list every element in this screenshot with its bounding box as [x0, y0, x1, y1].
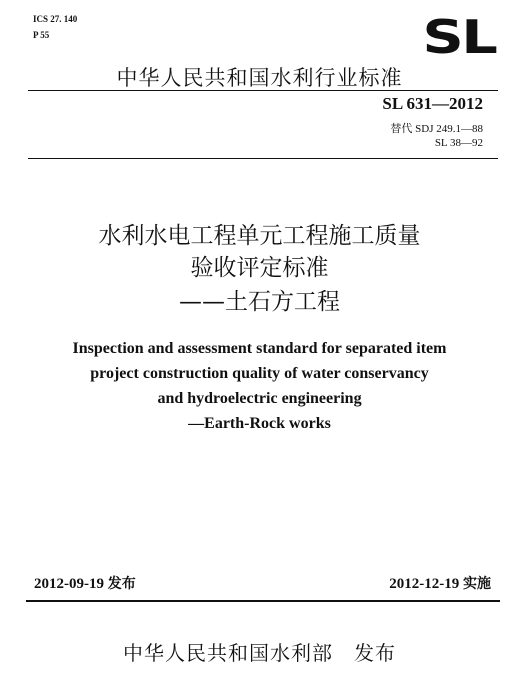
- standard-number: SL 631—2012: [382, 94, 483, 113]
- chinese-title-line-2: 验收评定标准: [190, 255, 329, 281]
- p-code: P 55: [33, 30, 50, 40]
- english-title-line-4: —Earth-Rock works: [188, 415, 331, 432]
- ics-code: ICS 27. 140: [33, 14, 78, 24]
- implement-date-value: 2012-12-19: [389, 576, 460, 592]
- chinese-title-line-3: ——土石方工程: [179, 289, 340, 315]
- implement-label: 实施: [463, 576, 491, 592]
- chinese-title-line-1: 水利水电工程单元工程施工质量: [98, 223, 421, 249]
- bottom-rule: [26, 600, 500, 602]
- implement-date: [389, 573, 491, 593]
- issue-date-value: 2012-09-19: [34, 576, 104, 592]
- sl-logo: SL: [421, 10, 495, 64]
- english-title-line-2: project construction quality of water conservancy: [90, 365, 429, 382]
- issuer: 中华人民共和国水利部 发布: [123, 641, 396, 665]
- header-rule: [28, 158, 498, 159]
- industry-title: 中华人民共和国水利行业标准: [116, 66, 403, 90]
- english-title-line-1: Inspection and assessment standard for separated item: [72, 340, 447, 357]
- issue-date: [34, 573, 136, 593]
- replaces-line-1: 替代 SDJ 249.1—88: [390, 123, 483, 135]
- issue-label: 发布: [107, 576, 136, 592]
- replaces-line-2: SL 38—92: [434, 137, 483, 149]
- top-rule: [28, 90, 498, 91]
- english-title-line-3: and hydroelectric engineering: [157, 390, 362, 407]
